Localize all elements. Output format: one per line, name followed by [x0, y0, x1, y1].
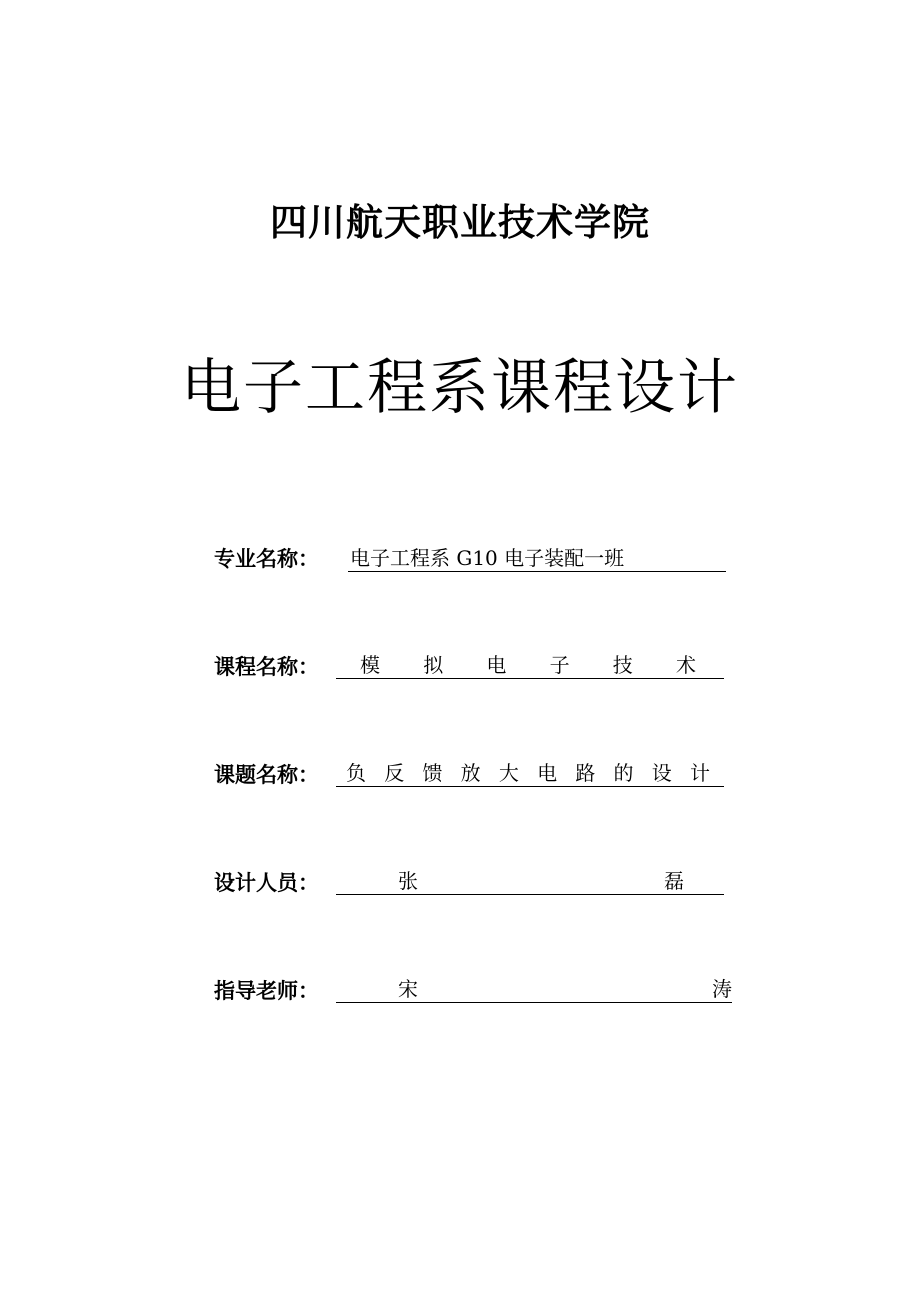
- course-char: 子: [549, 653, 570, 677]
- topic-char: 放: [460, 761, 481, 785]
- course-label: 课程名称：: [214, 655, 319, 679]
- document-title: 电子工程系课程设计: [181, 353, 739, 423]
- field-advisor: [214, 972, 742, 1004]
- course-char: 电: [486, 653, 507, 677]
- topic-char: 大: [498, 761, 519, 785]
- major-value-text: 电子工程系 G10 电子装配一班: [350, 546, 625, 570]
- topic-char: 设: [651, 761, 672, 785]
- topic-char: 反: [384, 761, 405, 785]
- major-value: [348, 540, 726, 572]
- course-char: 技: [612, 653, 633, 677]
- topic-char: 路: [575, 761, 596, 785]
- course-char: 术: [675, 653, 696, 677]
- topic-char: 负: [346, 761, 366, 785]
- school-name: 四川航天职业技术学院: [270, 201, 650, 244]
- course-char: 模: [360, 653, 380, 677]
- designer-char: 张: [398, 869, 418, 893]
- topic-value: [336, 756, 724, 787]
- course-value: [336, 648, 724, 679]
- advisor-value: [336, 972, 732, 1003]
- field-designer: [214, 864, 734, 896]
- designer-value: [336, 864, 724, 895]
- designer-char: 磊: [664, 869, 684, 893]
- designer-label: 设计人员：: [214, 871, 319, 895]
- advisor-label: 指导老师：: [214, 979, 319, 1003]
- course-char: 拟: [423, 653, 444, 677]
- field-major: [214, 540, 734, 572]
- field-course: [214, 648, 734, 680]
- major-label: 专业名称：: [214, 547, 319, 571]
- topic-char: 计: [689, 761, 710, 785]
- topic-label: 课题名称：: [214, 763, 319, 787]
- advisor-char: 宋: [398, 977, 418, 1001]
- topic-char: 电: [537, 761, 558, 785]
- advisor-char: 涛: [712, 977, 732, 1001]
- topic-char: 的: [613, 761, 634, 785]
- field-topic: [214, 756, 734, 788]
- topic-char: 馈: [422, 761, 443, 785]
